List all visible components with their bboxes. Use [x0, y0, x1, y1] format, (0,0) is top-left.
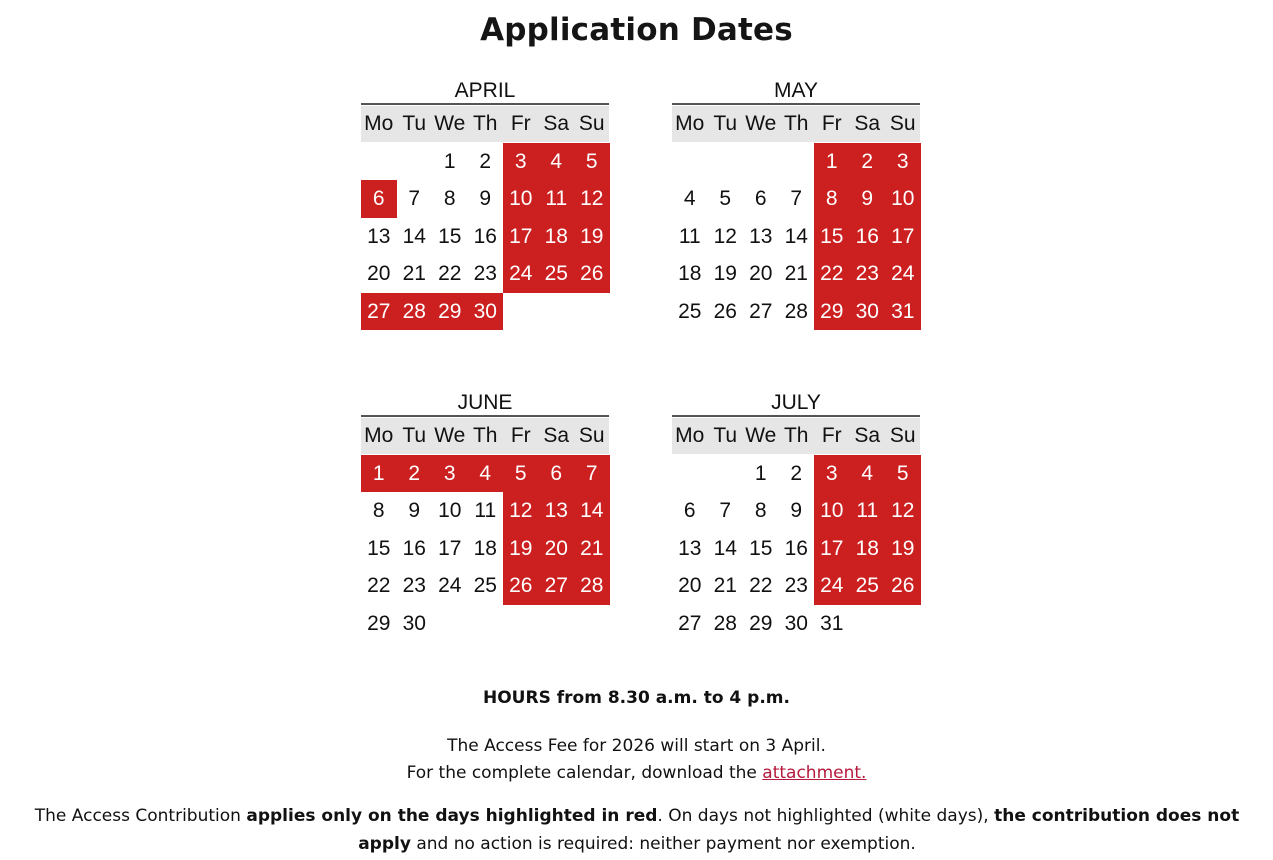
- day-cell-highlighted: 16: [850, 218, 886, 255]
- weekday-label: Fr: [510, 112, 531, 135]
- day-cell: 23: [402, 574, 426, 598]
- day-cell-highlighted: 12: [885, 492, 921, 529]
- weekday-label: We: [745, 424, 777, 447]
- note-bold-2: the contribution does not apply: [358, 806, 1240, 854]
- days-grid: [672, 143, 920, 330]
- day-cell-highlighted: 28: [574, 567, 610, 604]
- day-cell: 26: [713, 299, 737, 323]
- day-cell-highlighted: 28: [397, 293, 433, 330]
- empty-day-cell: [672, 455, 708, 492]
- weekday-label: Fr: [821, 424, 842, 447]
- month-divider: [361, 415, 609, 417]
- day-cell-highlighted: 25: [539, 255, 575, 292]
- weekday-label: Sa: [543, 424, 570, 447]
- day-cell-highlighted: 3: [885, 143, 921, 180]
- day-cell-highlighted: 2: [850, 143, 886, 180]
- day-cell-highlighted: 21: [574, 530, 610, 567]
- day-cell-highlighted: 12: [503, 492, 539, 529]
- day-cell-highlighted: 19: [503, 530, 539, 567]
- weekday-header-row: [361, 418, 609, 454]
- hours-text: HOURS from 8.30 a.m. to 4 p.m.: [483, 688, 790, 708]
- day-cell: 18: [473, 536, 497, 560]
- day-cell-highlighted: 10: [503, 180, 539, 217]
- day-cell: 30: [402, 611, 426, 635]
- day-cell: 31: [820, 611, 844, 635]
- contribution-note: [12, 802, 1262, 858]
- empty-day-cell: [397, 143, 433, 180]
- day-cell: 21: [713, 574, 737, 598]
- day-cell: 29: [367, 611, 391, 635]
- day-cell-highlighted: 27: [361, 293, 397, 330]
- day-cell: 4: [683, 187, 696, 211]
- day-cell: 23: [473, 262, 497, 286]
- day-cell: 6: [683, 499, 696, 523]
- day-cell: 6: [754, 187, 767, 211]
- weekday-label: Su: [889, 424, 916, 447]
- day-cell-highlighted: 5: [503, 455, 539, 492]
- days-grid: [361, 143, 609, 330]
- day-cell: 19: [713, 262, 737, 286]
- day-cell: 16: [784, 536, 808, 560]
- weekday-label: Fr: [510, 424, 531, 447]
- day-cell: 27: [678, 611, 702, 635]
- day-cell-highlighted: 3: [432, 455, 468, 492]
- weekday-label: We: [745, 112, 777, 135]
- day-cell: 14: [713, 536, 737, 560]
- day-cell: 29: [749, 611, 773, 635]
- day-cell-highlighted: 17: [814, 530, 850, 567]
- empty-day-cell: [672, 143, 708, 180]
- day-cell-highlighted: 24: [885, 255, 921, 292]
- day-cell-highlighted: 1: [814, 143, 850, 180]
- info-line-download: [0, 760, 1273, 787]
- weekday-label: Su: [889, 112, 916, 135]
- weekday-label: We: [434, 424, 466, 447]
- day-cell: 16: [402, 536, 426, 560]
- note-text-2: . On days not highlighted (white days),: [657, 806, 995, 826]
- day-cell: 17: [438, 536, 462, 560]
- day-cell: 25: [473, 574, 497, 598]
- weekday-label: Mo: [675, 112, 705, 135]
- day-cell-highlighted: 18: [539, 218, 575, 255]
- empty-day-cell: [708, 455, 744, 492]
- day-cell: 8: [372, 499, 385, 523]
- month-name: APRIL: [454, 79, 516, 102]
- day-cell: 28: [784, 299, 808, 323]
- day-cell-highlighted: 19: [574, 218, 610, 255]
- day-cell: 22: [438, 262, 462, 286]
- month-name: MAY: [774, 79, 818, 102]
- month-calendar-may: [672, 80, 920, 330]
- day-cell: 1: [754, 462, 767, 485]
- day-cell: 10: [438, 499, 462, 523]
- weekday-label: Su: [578, 112, 605, 135]
- weekday-label: Mo: [364, 112, 394, 135]
- day-cell: 9: [790, 499, 803, 523]
- day-cell: 28: [713, 611, 737, 635]
- day-cell: 27: [749, 299, 773, 323]
- weekday-label: Th: [472, 424, 498, 447]
- month-name: JUNE: [457, 391, 513, 414]
- day-cell: 22: [367, 574, 391, 598]
- day-cell: 21: [402, 262, 426, 286]
- weekday-label: Th: [472, 112, 498, 135]
- day-cell-highlighted: 11: [850, 492, 886, 529]
- month-name: JULY: [771, 391, 821, 414]
- day-cell: 9: [408, 499, 421, 523]
- day-cell-highlighted: 26: [885, 567, 921, 604]
- day-cell: 1: [443, 150, 456, 173]
- month-calendar-june: [361, 392, 609, 642]
- day-cell-highlighted: 5: [574, 143, 610, 180]
- weekday-label: Tu: [713, 424, 738, 447]
- weekday-header-row: [361, 106, 609, 142]
- day-cell: 22: [749, 574, 773, 598]
- day-cell-highlighted: 3: [503, 143, 539, 180]
- day-cell-highlighted: 3: [814, 455, 850, 492]
- day-cell: 13: [367, 224, 391, 248]
- day-cell-highlighted: 11: [539, 180, 575, 217]
- weekday-label: Tu: [402, 112, 427, 135]
- weekday-label: Su: [578, 424, 605, 447]
- day-cell-highlighted: 29: [432, 293, 468, 330]
- day-cell: 7: [719, 499, 732, 523]
- day-cell-highlighted: 22: [814, 255, 850, 292]
- weekday-label: Sa: [854, 112, 881, 135]
- day-cell: 30: [784, 611, 808, 635]
- day-cell-highlighted: 17: [503, 218, 539, 255]
- day-cell: 9: [479, 187, 492, 211]
- day-cell-highlighted: 26: [574, 255, 610, 292]
- day-cell-highlighted: 19: [885, 530, 921, 567]
- day-cell: 15: [749, 536, 773, 560]
- weekday-header-row: [672, 418, 920, 454]
- note-bold-1: applies only on the days highlighted in red: [246, 806, 658, 826]
- weekday-label: We: [434, 112, 466, 135]
- day-cell: 15: [367, 536, 391, 560]
- day-cell-highlighted: 27: [539, 567, 575, 604]
- weekday-label: Sa: [543, 112, 570, 135]
- day-cell: 2: [790, 462, 803, 485]
- day-cell: 18: [678, 262, 702, 286]
- day-cell: 5: [719, 187, 732, 211]
- attachment-link[interactable]: attachment.: [762, 763, 867, 783]
- day-cell: 20: [367, 262, 391, 286]
- day-cell-highlighted: 30: [468, 293, 504, 330]
- empty-day-cell: [779, 143, 815, 180]
- info-block: [0, 733, 1273, 787]
- day-cell: 13: [749, 224, 773, 248]
- day-cell-highlighted: 9: [850, 180, 886, 217]
- day-cell: 15: [438, 224, 462, 248]
- day-cell: 24: [438, 574, 462, 598]
- day-cell-highlighted: 7: [574, 455, 610, 492]
- page-title: Application Dates: [480, 12, 793, 48]
- day-cell-highlighted: 10: [885, 180, 921, 217]
- day-cell-highlighted: 23: [850, 255, 886, 292]
- day-cell: 16: [473, 224, 497, 248]
- empty-day-cell: [361, 143, 397, 180]
- day-cell-highlighted: 15: [814, 218, 850, 255]
- weekday-label: Th: [783, 424, 809, 447]
- day-cell-highlighted: 29: [814, 293, 850, 330]
- day-cell: 14: [784, 224, 808, 248]
- note-text-1: The Access Contribution: [34, 806, 247, 826]
- day-cell: 11: [678, 224, 701, 248]
- month-calendar-april: [361, 80, 609, 330]
- day-cell: 25: [678, 299, 702, 323]
- day-cell-highlighted: 2: [397, 455, 433, 492]
- day-cell: 14: [402, 224, 426, 248]
- day-cell-highlighted: 25: [850, 567, 886, 604]
- day-cell-highlighted: 24: [503, 255, 539, 292]
- month-calendar-july: [672, 392, 920, 642]
- day-cell: 21: [784, 262, 808, 286]
- day-cell-highlighted: 26: [503, 567, 539, 604]
- weekday-label: Mo: [364, 424, 394, 447]
- day-cell-highlighted: 6: [361, 180, 397, 217]
- empty-day-cell: [743, 143, 779, 180]
- day-cell: 7: [408, 187, 421, 211]
- day-cell: 8: [754, 499, 767, 523]
- empty-day-cell: [708, 143, 744, 180]
- weekday-label: Tu: [713, 112, 738, 135]
- day-cell: 2: [479, 150, 492, 173]
- day-cell-highlighted: 5: [885, 455, 921, 492]
- day-cell-highlighted: 12: [574, 180, 610, 217]
- day-cell-highlighted: 24: [814, 567, 850, 604]
- day-cell-highlighted: 30: [850, 293, 886, 330]
- note-text-3: and no action is required: neither payment nor exemption.: [410, 834, 916, 854]
- day-cell: 13: [678, 536, 702, 560]
- day-cell-highlighted: 17: [885, 218, 921, 255]
- day-cell-highlighted: 1: [361, 455, 397, 492]
- info-line-start-date: The Access Fee for 2026 will start on 3 April.: [447, 736, 826, 756]
- month-divider: [672, 103, 920, 105]
- day-cell-highlighted: 10: [814, 492, 850, 529]
- day-cell-highlighted: 14: [574, 492, 610, 529]
- day-cell: 20: [749, 262, 773, 286]
- day-cell-highlighted: 18: [850, 530, 886, 567]
- day-cell-highlighted: 4: [850, 455, 886, 492]
- download-text: For the complete calendar, download the: [406, 763, 763, 783]
- month-divider: [672, 415, 920, 417]
- day-cell: 12: [713, 224, 737, 248]
- weekday-label: Fr: [821, 112, 842, 135]
- weekday-label: Tu: [402, 424, 427, 447]
- days-grid: [672, 455, 920, 642]
- month-divider: [361, 103, 609, 105]
- day-cell-highlighted: 20: [539, 530, 575, 567]
- day-cell-highlighted: 13: [539, 492, 575, 529]
- weekday-label: Sa: [854, 424, 881, 447]
- day-cell: 23: [784, 574, 808, 598]
- day-cell-highlighted: 4: [468, 455, 504, 492]
- day-cell-highlighted: 6: [539, 455, 575, 492]
- day-cell-highlighted: 4: [539, 143, 575, 180]
- day-cell: 20: [678, 574, 702, 598]
- day-cell: 7: [790, 187, 803, 211]
- day-cell-highlighted: 31: [885, 293, 921, 330]
- day-cell: 11: [474, 499, 497, 523]
- day-cell: 8: [443, 187, 456, 211]
- weekday-label: Th: [783, 112, 809, 135]
- day-cell-highlighted: 8: [814, 180, 850, 217]
- weekday-label: Mo: [675, 424, 705, 447]
- weekday-header-row: [672, 106, 920, 142]
- days-grid: [361, 455, 609, 642]
